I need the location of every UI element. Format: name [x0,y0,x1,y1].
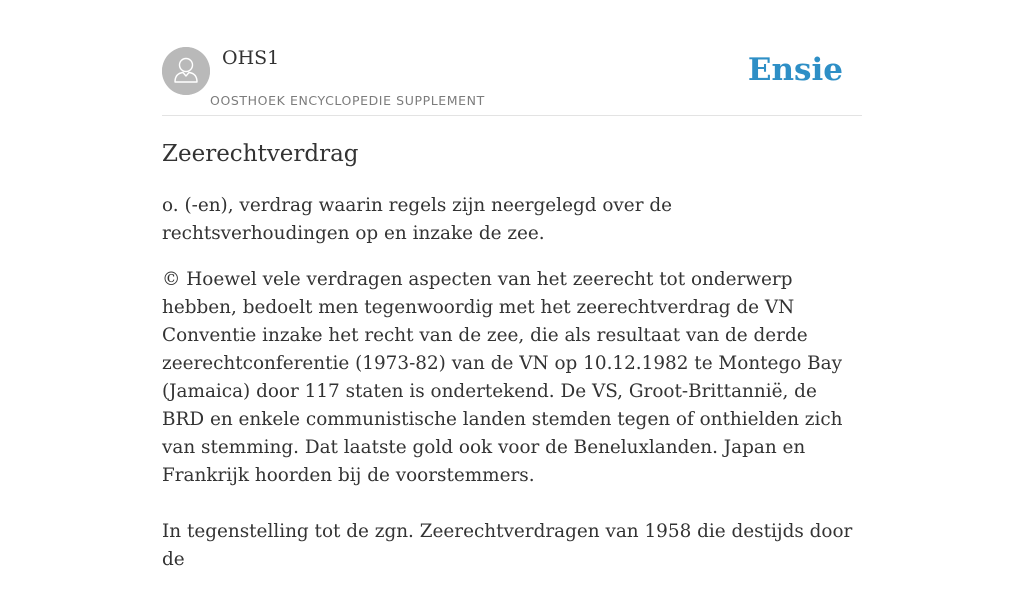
body-paragraph: © Hoewel vele verdragen aspecten van het zeerecht tot onderwerp hebben, bedoelt men tegenwoordig met het zeerechtverdrag de VN Conventie inzake het recht van de zee, die als resultaat van de derde zeerechtconferentie (1973-82) van de VN op 10.12.1982 te Montego Bay (Jamaica) door 117 staten is ondertekend. De VS, Groot-Brittannië, de BRD en enkele communistische landen stemden tegen of onthielden zich van stemming. Dat laatste gold ook voor de Beneluxlanden. Japan en Frankrijk hoorden bij de voorstemmers. [162,269,843,486]
author-name[interactable]: OHS1 [222,47,280,69]
user-icon [162,47,210,95]
article-body [162,192,862,592]
body-paragraph: In tegenstelling tot de zgn. Zeerechtverdragen van 1958 die destijds door de [162,521,853,570]
source-label[interactable]: OOSTHOEK ENCYCLOPEDIE SUPPLEMENT [210,93,485,108]
author-avatar[interactable] [162,47,210,95]
article-header [162,46,862,116]
page-title: Zeerechtverdrag [162,141,359,167]
definition-paragraph: o. (-en), verdrag waarin regels zijn neergelegd over de rechtsverhoudingen op en inzake de zee. [162,195,672,244]
ensie-logo[interactable]: Ensie [747,52,843,88]
